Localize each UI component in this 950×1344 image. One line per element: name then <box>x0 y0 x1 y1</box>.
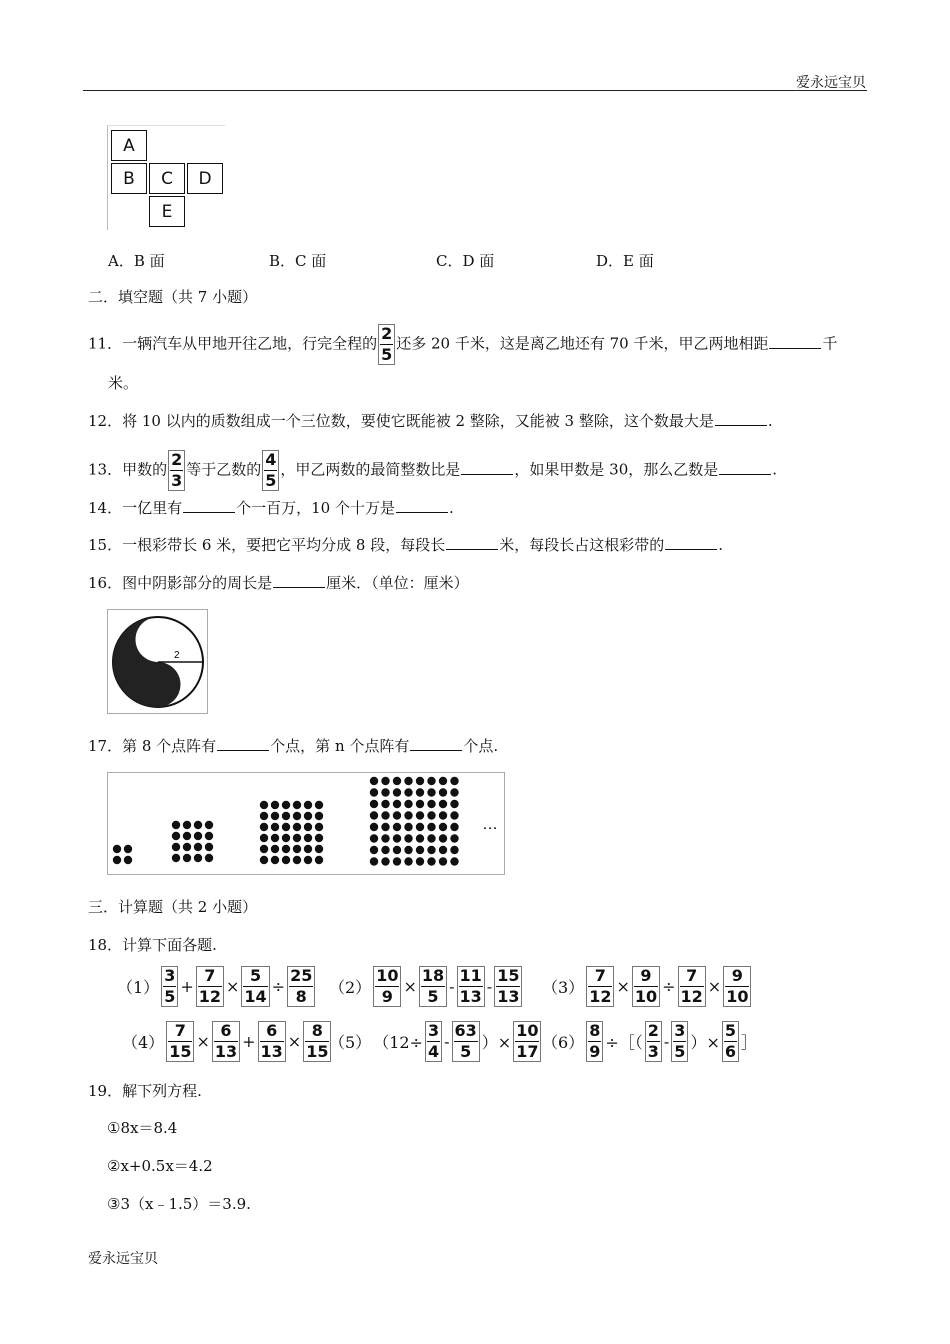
answer-blank[interactable] <box>396 498 448 513</box>
fraction-numerator: 3 <box>164 966 176 985</box>
dot <box>370 823 378 831</box>
dot-arrays <box>108 773 504 874</box>
question-11 <box>88 324 838 365</box>
question-16 <box>88 572 469 594</box>
dot <box>260 856 268 864</box>
dot <box>439 834 447 842</box>
fraction-numerator: 5 <box>243 967 267 987</box>
dot <box>427 857 435 865</box>
fraction <box>212 1021 240 1062</box>
operator: + <box>180 977 194 996</box>
equation-1: ①8x＝8.4 <box>107 1119 178 1137</box>
fraction <box>425 1021 442 1062</box>
dot <box>205 854 213 862</box>
fraction-denominator: 12 <box>589 987 612 1006</box>
answer-blank[interactable] <box>183 498 235 513</box>
fraction-denominator: 13 <box>260 1042 283 1061</box>
cube-face-e: E <box>149 196 185 227</box>
calc-problem-6 <box>541 1021 758 1062</box>
dot <box>293 834 301 842</box>
question-17 <box>88 735 498 757</box>
operator: × <box>287 1032 302 1051</box>
fraction <box>196 966 224 1007</box>
dot <box>427 800 435 808</box>
q13-end: . <box>772 460 778 479</box>
dot <box>393 777 401 785</box>
fraction-numerator: 11 <box>459 966 482 985</box>
dot <box>427 811 435 819</box>
cube-face-d: D <box>187 163 223 194</box>
calc-problem-2 <box>328 966 523 1007</box>
fraction <box>241 966 269 1007</box>
fraction-numerator: 10 <box>516 1021 539 1040</box>
fraction-numerator: 8 <box>305 1022 329 1042</box>
fraction <box>373 966 401 1007</box>
dot <box>439 823 447 831</box>
fraction-numerator: 9 <box>634 967 658 987</box>
dot <box>381 857 389 865</box>
problem-label: （1） <box>117 978 160 997</box>
dot <box>450 811 458 819</box>
dot <box>450 834 458 842</box>
dot <box>416 800 424 808</box>
dot <box>393 846 401 854</box>
q13-text-d: ，如果甲数是 30，那么乙数是 <box>514 460 719 479</box>
fraction-numerator: 5 <box>724 1021 736 1040</box>
q17-text-b: 个点，第 n 个点阵有 <box>270 737 410 755</box>
dot <box>416 811 424 819</box>
dot <box>293 856 301 864</box>
dot <box>427 777 435 785</box>
dot <box>205 843 213 851</box>
cube-net-figure <box>107 125 225 230</box>
dot <box>194 821 202 829</box>
operator: ÷［（ <box>605 1033 643 1052</box>
header-brand: 爱永远宝贝 <box>796 75 866 91</box>
q14-end: . <box>448 499 454 517</box>
dot <box>205 832 213 840</box>
dot <box>393 800 401 808</box>
q15-end: . <box>718 536 724 554</box>
dot <box>260 834 268 842</box>
dot <box>427 846 435 854</box>
fraction-numerator: 8 <box>589 1021 601 1040</box>
dot <box>282 801 290 809</box>
operator: - <box>449 977 455 996</box>
dot <box>416 846 424 854</box>
fraction-numerator: 7 <box>198 967 222 987</box>
footer-brand: 爱永远宝贝 <box>88 1251 158 1267</box>
dot <box>404 800 412 808</box>
dot <box>183 854 191 862</box>
q11-text-c: 千 <box>822 334 838 353</box>
dot <box>124 845 132 853</box>
dot <box>427 834 435 842</box>
dot <box>205 821 213 829</box>
dot <box>172 832 180 840</box>
fraction-denominator: 12 <box>680 987 703 1006</box>
dot <box>315 812 323 820</box>
dot <box>113 845 121 853</box>
fraction-denominator: 6 <box>724 1042 736 1061</box>
q15-text-b: 米，每段长占这根彩带的 <box>499 536 665 554</box>
calc-problem-3 <box>541 966 752 1007</box>
dot <box>404 788 412 796</box>
calc-problem-4 <box>121 1021 332 1062</box>
fraction-denominator: 5 <box>164 987 176 1006</box>
option-a: A．B 面 <box>108 252 165 270</box>
fraction-denominator: 3 <box>171 471 183 490</box>
dot <box>370 846 378 854</box>
question-11-cont: 米。 <box>108 374 139 392</box>
dot <box>113 856 121 864</box>
dot <box>404 811 412 819</box>
dot <box>315 856 323 864</box>
fraction <box>586 966 614 1007</box>
q17-text-c: 个点. <box>463 737 499 755</box>
dot <box>416 834 424 842</box>
q11-text-b: 还多 20 千米，这是离乙地还有 70 千米，甲乙两地相距 <box>396 334 769 353</box>
dot <box>393 823 401 831</box>
dot <box>404 846 412 854</box>
dot <box>293 812 301 820</box>
answer-blank[interactable] <box>410 736 462 751</box>
fraction-numerator: 7 <box>168 1022 192 1042</box>
operator: （12÷ <box>373 1033 423 1052</box>
answer-blank[interactable] <box>769 334 821 349</box>
question-15 <box>88 534 723 556</box>
problem-label: （6） <box>542 1033 585 1052</box>
dot-array-figure <box>107 772 505 875</box>
fraction-denominator: 15 <box>169 1042 192 1061</box>
fraction <box>723 966 751 1007</box>
operator: × <box>196 1032 210 1051</box>
answer-blank[interactable] <box>665 535 717 550</box>
operator: ÷ <box>271 977 286 996</box>
dot <box>194 843 202 851</box>
dot <box>427 788 435 796</box>
section-title-fill-in: 二．填空题（共 7 小题） <box>88 288 258 306</box>
fraction-numerator: 10 <box>376 966 399 985</box>
fraction-denominator: 17 <box>516 1042 539 1061</box>
dot <box>260 801 268 809</box>
radius-label: 2 <box>174 650 180 661</box>
fraction-denominator: 8 <box>295 987 307 1006</box>
dot <box>439 811 447 819</box>
dot <box>304 812 312 820</box>
dot <box>450 823 458 831</box>
dot <box>439 857 447 865</box>
cube-face-a: A <box>111 130 147 161</box>
operator: ）× <box>481 1033 512 1052</box>
dot <box>271 823 279 831</box>
dot <box>260 812 268 820</box>
operator: - <box>663 1032 670 1051</box>
dot <box>393 788 401 796</box>
dot <box>404 834 412 842</box>
dot <box>124 856 132 864</box>
dot <box>393 811 401 819</box>
dot <box>271 845 279 853</box>
fraction <box>513 1021 541 1062</box>
section-title-calculation: 三．计算题（共 2 小题） <box>88 898 258 916</box>
dot <box>293 823 301 831</box>
answer-blank[interactable] <box>446 535 498 550</box>
fraction-denominator: 4 <box>427 1042 440 1061</box>
fraction-denominator: 12 <box>198 987 221 1006</box>
option-c: C．D 面 <box>436 252 495 270</box>
fraction <box>457 966 485 1007</box>
problem-label: （5） <box>329 1033 372 1052</box>
dot <box>172 854 180 862</box>
q12-text: 12．将 10 以内的质数组成一个三位数，要使它既能被 2 整除，又能被 3 整除，这个数最大是 <box>88 412 714 430</box>
fraction-numerator: 3 <box>674 1021 686 1040</box>
dot <box>304 845 312 853</box>
q16-text-b: 厘米．（单位：厘米） <box>326 574 469 592</box>
dot <box>304 801 312 809</box>
q14-text-a: 14．一亿里有 <box>88 499 183 517</box>
fraction-denominator: 9 <box>589 1042 601 1061</box>
operator: ÷ <box>662 977 676 996</box>
problem-label: （3） <box>542 978 585 997</box>
dot <box>450 788 458 796</box>
fraction <box>378 324 395 365</box>
fraction <box>166 1021 194 1062</box>
answer-blank[interactable] <box>273 573 325 588</box>
dot <box>315 823 323 831</box>
shaded-circle-figure <box>107 609 208 714</box>
answer-blank[interactable] <box>217 736 269 751</box>
fraction <box>262 450 279 491</box>
fraction-numerator: 7 <box>588 967 612 987</box>
fraction-denominator: 5 <box>674 1042 686 1061</box>
equation-3: ③3（x﹣1.5）＝3.9. <box>107 1195 251 1213</box>
question-19-title: 19．解下列方程. <box>88 1082 202 1100</box>
operator: × <box>707 977 722 996</box>
fraction-numerator: 2 <box>647 1021 659 1040</box>
ellipsis: … <box>482 816 498 833</box>
fraction <box>168 450 185 491</box>
operator: - <box>486 977 493 996</box>
dot <box>381 777 389 785</box>
question-18-title: 18．计算下面各题. <box>88 936 217 954</box>
fraction <box>671 1021 688 1062</box>
fraction-denominator: 5 <box>427 987 439 1006</box>
problem-label: （4） <box>122 1033 165 1052</box>
calc-problem-1 <box>116 966 316 1007</box>
dot <box>282 845 290 853</box>
dot <box>439 788 447 796</box>
fraction <box>645 1021 662 1062</box>
q13-text-c: ，甲乙两数的最简整数比是 <box>280 460 461 479</box>
fraction-denominator: 9 <box>381 987 393 1006</box>
dot <box>315 845 323 853</box>
question-14 <box>88 497 454 519</box>
dot <box>370 788 378 796</box>
dot <box>439 846 447 854</box>
dot <box>370 777 378 785</box>
dot <box>381 800 389 808</box>
fraction-numerator: 15 <box>497 966 520 985</box>
q13-text-a: 13．甲数的 <box>88 460 168 479</box>
fraction <box>419 966 447 1007</box>
dot <box>183 843 191 851</box>
dot <box>416 788 424 796</box>
dot <box>282 812 290 820</box>
dot <box>194 832 202 840</box>
fraction-denominator: 5 <box>265 471 277 490</box>
q14-text-b: 个一百万，10 个十万是 <box>236 499 395 517</box>
dot <box>381 846 389 854</box>
fraction-numerator: 3 <box>427 1021 440 1040</box>
dot <box>393 834 401 842</box>
dot <box>271 812 279 820</box>
dot <box>282 823 290 831</box>
fraction-numerator: 4 <box>265 450 277 469</box>
dot <box>450 846 458 854</box>
fraction <box>494 966 522 1007</box>
fraction-denominator: 10 <box>634 987 658 1006</box>
fraction-numerator: 18 <box>421 966 445 985</box>
q16-text-a: 16．图中阴影部分的周长是 <box>88 574 273 592</box>
fraction <box>722 1021 739 1062</box>
dot <box>172 821 180 829</box>
dot <box>381 834 389 842</box>
fraction-denominator: 14 <box>244 987 267 1006</box>
fraction-denominator: 10 <box>726 987 749 1006</box>
fraction-denominator: 15 <box>306 1042 329 1061</box>
dot <box>381 823 389 831</box>
fraction-numerator: 7 <box>680 967 704 987</box>
fraction-numerator: 25 <box>290 966 313 985</box>
fraction-numerator: 63 <box>454 1021 477 1040</box>
fraction <box>258 1021 286 1062</box>
dot <box>260 823 268 831</box>
fraction <box>287 966 315 1007</box>
q13-text-b: 等于乙数的 <box>186 460 262 479</box>
dot <box>370 800 378 808</box>
fraction <box>586 1021 603 1062</box>
dot <box>450 857 458 865</box>
fraction <box>161 966 178 1007</box>
q12-end: . <box>767 412 773 430</box>
dot <box>304 834 312 842</box>
header-divider <box>83 90 867 91</box>
dot <box>393 857 401 865</box>
answer-blank[interactable] <box>715 411 767 426</box>
dot <box>304 823 312 831</box>
dot <box>404 857 412 865</box>
dot <box>271 856 279 864</box>
dot <box>315 801 323 809</box>
dot <box>260 845 268 853</box>
dot <box>381 788 389 796</box>
dot <box>271 834 279 842</box>
operator: × <box>616 977 630 996</box>
dot <box>370 857 378 865</box>
equation-2: ②x+0.5x＝4.2 <box>107 1157 213 1175</box>
fraction <box>452 1021 480 1062</box>
fraction-denominator: 13 <box>214 1042 238 1061</box>
fraction-denominator: 5 <box>460 1042 472 1061</box>
dot <box>404 777 412 785</box>
operator: × <box>226 977 240 996</box>
problem-label: （2） <box>329 978 372 997</box>
dot <box>439 777 447 785</box>
dot <box>271 801 279 809</box>
dot <box>282 834 290 842</box>
answer-blank[interactable] <box>719 460 771 475</box>
option-d: D．E 面 <box>596 252 654 270</box>
dot <box>427 823 435 831</box>
fraction-denominator: 5 <box>381 345 393 364</box>
operator: × <box>403 977 417 996</box>
circle-diagram <box>108 610 207 713</box>
dot <box>416 857 424 865</box>
dot <box>293 801 301 809</box>
q17-text-a: 17．第 8 个点阵有 <box>88 737 217 755</box>
dot <box>172 843 180 851</box>
fraction <box>632 966 660 1007</box>
dot <box>381 811 389 819</box>
dot <box>439 800 447 808</box>
answer-blank[interactable] <box>461 460 513 475</box>
fraction-denominator: 13 <box>459 987 482 1006</box>
fraction-numerator: 6 <box>260 1022 284 1042</box>
operator: ］ <box>741 1033 758 1052</box>
operator: - <box>444 1032 450 1051</box>
dot <box>315 834 323 842</box>
q11-text-a: 11．一辆汽车从甲地开往乙地，行完全程的 <box>88 334 378 353</box>
dot <box>416 777 424 785</box>
dot <box>293 845 301 853</box>
fraction-numerator: 2 <box>381 324 393 343</box>
dot <box>404 823 412 831</box>
dot <box>183 832 191 840</box>
dot <box>183 821 191 829</box>
cube-face-b: B <box>111 163 147 194</box>
question-12 <box>88 410 773 432</box>
dot <box>304 856 312 864</box>
option-b: B．C 面 <box>269 252 327 270</box>
operator: ）× <box>690 1033 720 1052</box>
dot <box>282 856 290 864</box>
dot <box>450 800 458 808</box>
fraction-numerator: 6 <box>214 1022 238 1042</box>
cube-face-c: C <box>149 163 185 194</box>
dot <box>370 834 378 842</box>
question-13 <box>88 450 777 491</box>
operator: + <box>242 1032 256 1051</box>
q15-text-a: 15．一根彩带长 6 米，要把它平均分成 8 段，每段长 <box>88 536 446 554</box>
dot <box>416 823 424 831</box>
fraction-numerator: 9 <box>725 967 749 987</box>
calc-problem-5 <box>328 1021 542 1062</box>
dot <box>450 777 458 785</box>
fraction-denominator: 3 <box>647 1042 659 1061</box>
dot <box>370 811 378 819</box>
fraction <box>678 966 706 1007</box>
dot <box>194 854 202 862</box>
fraction-denominator: 13 <box>497 987 520 1006</box>
fraction-numerator: 2 <box>171 450 183 469</box>
